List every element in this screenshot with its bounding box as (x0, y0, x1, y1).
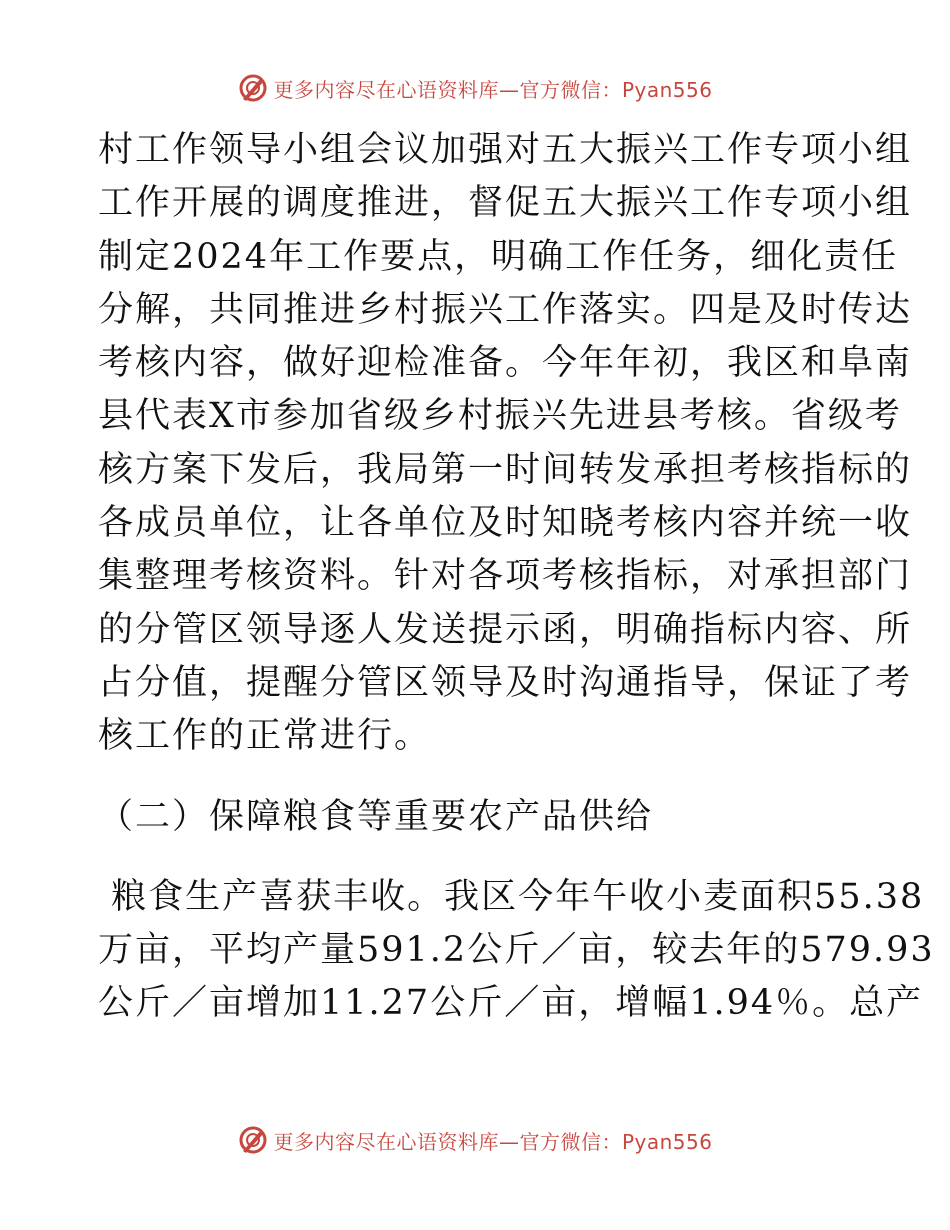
text-line: 分解，共同推进乡村振兴工作落实。四是及时传达 (98, 289, 913, 330)
watermark-header (0, 72, 950, 104)
section-heading: （二）保障粮食等重要农产品供给 (98, 796, 654, 837)
text-line: 各成员单位，让各单位及时知晓考核内容并统一收 (98, 503, 913, 544)
text-line: 县代表X市参加省级乡村振兴先进县考核。省级考 (98, 396, 902, 437)
watermark-text: 更多内容尽在心语资料库—官方微信：Pyan556 (273, 1129, 713, 1154)
watermark-text: 更多内容尽在心语资料库—官方微信：Pyan556 (273, 77, 713, 102)
document-body (98, 124, 935, 1031)
text-line: 工作开展的调度推进，督促五大振兴工作专项小组 (98, 183, 913, 224)
paragraph-grain-production (98, 871, 935, 1031)
paragraph-rural-revitalization (98, 124, 913, 764)
text-line: 核工作的正常进行。 (98, 716, 432, 757)
text-line: 集整理考核资料。针对各项考核指标，对承担部门 (98, 556, 913, 597)
text-line: 占分值，提醒分管区领导及时沟通指导，保证了考 (98, 662, 913, 703)
text-line: 万亩，平均产量591.2公斤／亩，较去年的579.93 (98, 930, 935, 971)
text-line: 制定2024年工作要点，明确工作任务，细化责任 (98, 236, 899, 277)
text-line: 核方案下发后，我局第一时间转发承担考核指标的 (98, 449, 913, 490)
watermark-footer (0, 1124, 950, 1156)
text-line: 公斤／亩增加11.27公斤／亩，增幅1.94％。总产 (98, 983, 924, 1024)
spacer (98, 764, 854, 791)
text-line: 考核内容，做好迎检准备。今年年初，我区和阜南 (98, 343, 913, 384)
text-line: 村工作领导小组会议加强对五大振兴工作专项小组 (98, 130, 913, 170)
pen-ring-logo-icon (237, 72, 269, 104)
text-line: 粮食生产喜获丰收。我区今年午收小麦面积55.38 (98, 876, 925, 917)
pen-ring-logo-icon (237, 1124, 269, 1156)
spacer (98, 844, 854, 871)
text-line: 的分管区领导逐人发送提示函，明确指标内容、所 (98, 609, 913, 650)
